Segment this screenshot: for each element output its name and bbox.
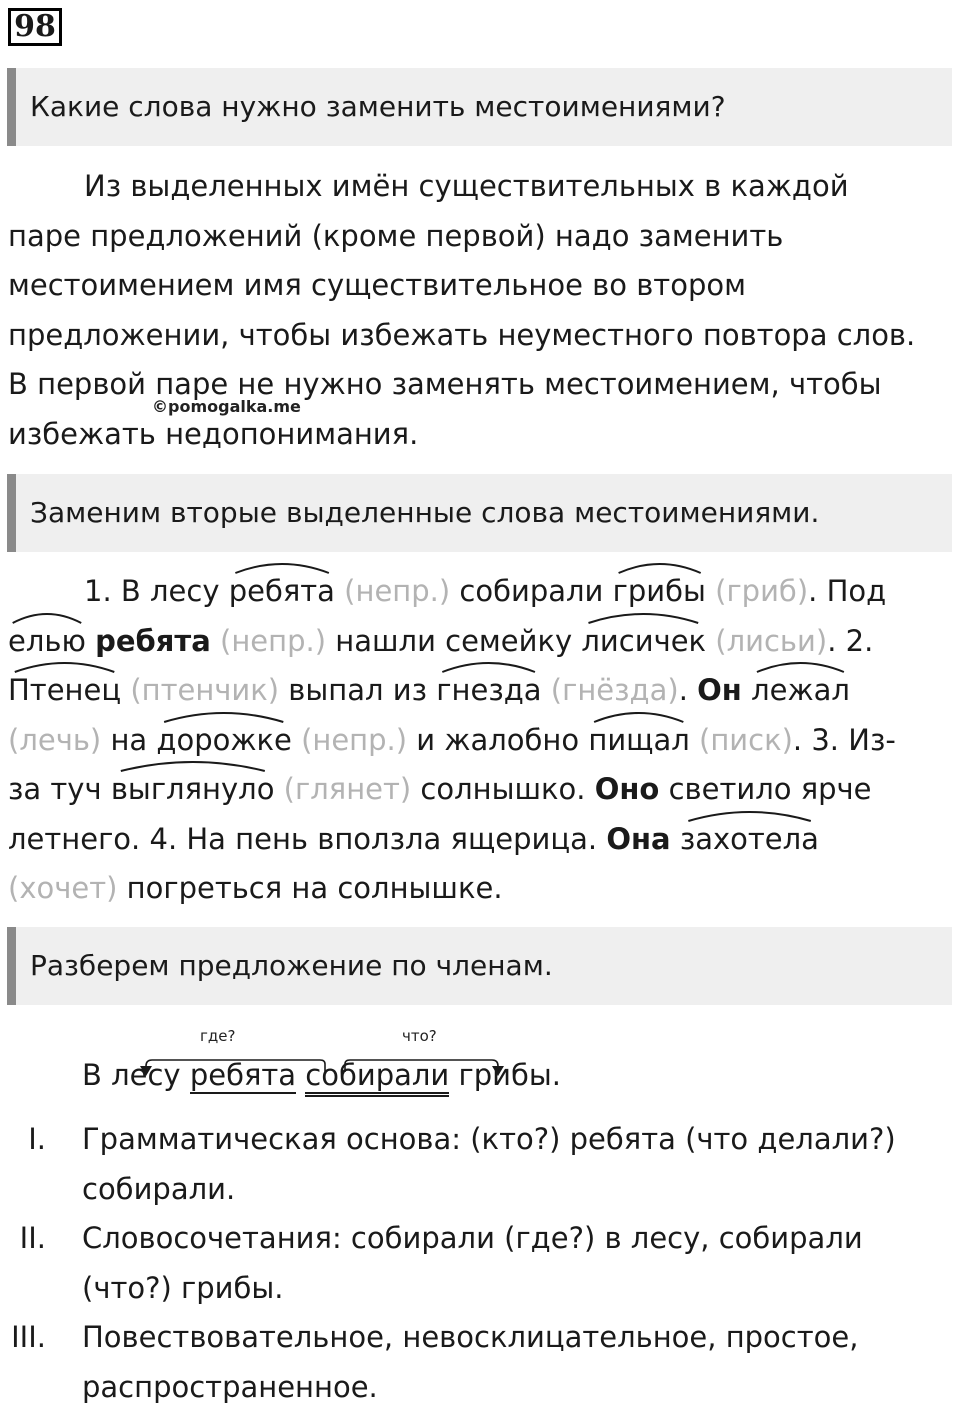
highlighted-word: пищал <box>588 716 689 766</box>
root-check-word: (гнёзда) <box>550 673 679 707</box>
text-segment: за туч <box>8 772 111 806</box>
root-check-word: (лисьи) <box>715 623 828 658</box>
root-arc-mark <box>588 709 689 723</box>
text-segment <box>690 723 699 757</box>
pronoun-replacement: Она <box>606 821 671 856</box>
list-line: распространенное. <box>82 1369 378 1404</box>
text-line <box>8 666 948 716</box>
list-item <box>0 1313 950 1412</box>
pronoun-replacement: Оно <box>594 772 660 806</box>
text-segment: погреться на солнышке. <box>117 871 503 905</box>
list-roman-numeral: III. <box>11 1320 46 1354</box>
text-segment: выпал из <box>279 673 437 707</box>
highlighted-word: лежал <box>751 666 850 716</box>
question-where: где? <box>200 1027 236 1045</box>
text-line: паре предложений (кроме первой) надо заменить <box>8 218 784 253</box>
root-check-word: (гриб) <box>715 574 809 608</box>
list-line: Словосочетания: собирали (где?) в лесу, собирали <box>82 1221 863 1255</box>
root-check-word: (птенчик) <box>130 673 280 707</box>
text-line: В первой паре не нужно заменять местоимением, чтобы <box>8 367 882 401</box>
text-segment: нашли семейку <box>326 623 582 658</box>
text-segment: солнышко. <box>411 772 595 806</box>
watermark: ©pomogalka.me <box>152 397 301 416</box>
root-arc-mark <box>581 610 706 624</box>
question-what: что? <box>402 1027 437 1045</box>
sentence-word: грибы. <box>458 1058 561 1092</box>
list-line: Грамматическая основа: (кто?) ребята (что делали?) <box>82 1122 896 1156</box>
highlighted-word: захотела <box>680 815 819 865</box>
list-line: (что?) грибы. <box>82 1270 284 1305</box>
root-arc-mark <box>613 560 706 574</box>
task-number: 98 <box>8 8 62 46</box>
highlighted-word: выглянуло <box>111 765 275 815</box>
text-segment <box>211 624 220 658</box>
root-check-word: (писк) <box>699 722 793 757</box>
text-line: Из выделенных имён существительных в каждой <box>84 169 849 203</box>
text-segment <box>706 624 715 658</box>
text-segment: 1. В лесу <box>84 574 229 608</box>
root-check-word: (непр.) <box>344 574 451 608</box>
subject-word: ребята <box>189 1058 297 1092</box>
highlighted-word: гнезда <box>436 666 541 716</box>
text-segment <box>86 624 95 658</box>
text-segment: летнего. 4. На пень вползла ящерица. <box>8 821 607 856</box>
text-line: избежать недопонимания. <box>8 416 419 451</box>
text-segment <box>706 574 715 608</box>
root-check-word: (глянет) <box>283 772 412 806</box>
root-arc-mark <box>680 808 819 822</box>
text-line: предложении, чтобы избежать неуместного повтора слов. <box>8 317 916 352</box>
root-arc-mark <box>111 758 275 772</box>
parse-list <box>0 1115 950 1412</box>
list-line: собирали. <box>82 1171 236 1206</box>
text-segment: собирали <box>450 574 613 608</box>
section-heading-replace: Заменим вторые выделенные слова местоимениями. <box>7 474 952 552</box>
text-segment: . <box>678 673 698 707</box>
highlighted-word: лисичек <box>581 617 706 667</box>
text-segment: светило ярче <box>659 772 872 806</box>
list-item <box>0 1214 950 1313</box>
text-line <box>8 864 948 914</box>
highlighted-word: елью <box>8 617 86 667</box>
root-check-word: (непр.) <box>220 623 327 658</box>
text-segment: . 2. <box>827 623 874 658</box>
sentence-word: В лесу <box>82 1058 181 1092</box>
root-arc-mark <box>8 659 121 673</box>
text-segment <box>292 723 301 757</box>
section-heading-question: Какие слова нужно заменить местоимениями? <box>7 68 952 146</box>
highlighted-word: Птенец <box>8 666 121 716</box>
predicate-word: собирали <box>305 1058 449 1097</box>
root-check-word: (лечь) <box>8 722 102 757</box>
text-segment <box>121 673 130 707</box>
list-roman-numeral: I. <box>28 1122 46 1156</box>
text-segment <box>671 822 680 856</box>
highlighted-word: дорожке <box>156 716 291 766</box>
list-roman-numeral: II. <box>19 1221 46 1255</box>
root-check-word: (хочет) <box>8 871 118 905</box>
text-segment <box>542 673 551 707</box>
list-line: Повествовательное, невосклицательное, простое, <box>82 1320 859 1354</box>
highlighted-word: грибы <box>613 567 706 617</box>
replacement-paragraph <box>8 567 948 914</box>
answer-paragraph <box>8 162 948 459</box>
pronoun-replacement: ребята <box>95 623 211 658</box>
text-line <box>8 567 948 617</box>
root-arc-mark <box>751 659 850 673</box>
text-segment: на <box>101 722 157 757</box>
root-check-word: (непр.) <box>301 722 408 757</box>
root-arc-mark <box>8 610 86 624</box>
parsed-sentence <box>82 1053 561 1097</box>
text-segment: и жалобно <box>407 722 589 757</box>
text-segment <box>274 772 283 806</box>
root-arc-mark <box>229 560 335 574</box>
section-heading-parse: Разберем предложение по членам. <box>7 927 952 1005</box>
text-segment <box>742 673 751 707</box>
text-line <box>8 815 948 865</box>
root-arc-mark <box>156 709 291 723</box>
list-item <box>0 1115 950 1214</box>
root-arc-mark <box>436 659 541 673</box>
text-line: местоимением имя существительное во втором <box>8 268 746 302</box>
text-segment: . Под <box>808 574 887 608</box>
text-segment: . 3. Из- <box>792 722 896 757</box>
highlighted-word: ребята <box>229 567 335 617</box>
pronoun-replacement: Он <box>697 673 742 707</box>
text-segment <box>335 574 344 608</box>
